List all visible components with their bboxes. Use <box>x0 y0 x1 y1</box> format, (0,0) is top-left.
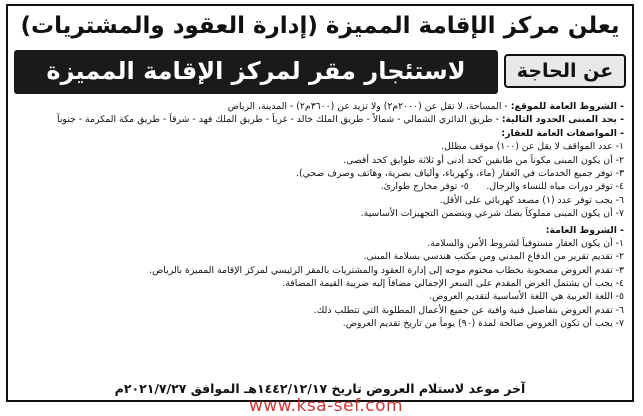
conditions-body <box>16 100 624 331</box>
announcement-card <box>6 4 634 402</box>
spec-item-5: ٥- توفر مخارج طوارئ. <box>380 181 469 193</box>
need-label-box: عن الحاجة <box>504 54 626 88</box>
site-watermark: www.ksa-sef.com <box>248 396 404 416</box>
term-item-6: ٦- تقدم العروض بتفاصيل فنية وافية عن جميع الأعمال المطلوبة التي تتطلب ذلك. <box>313 304 624 316</box>
headline-bar: لاستئجار مقر لمركز الإقامة المميزة <box>14 50 498 94</box>
headline-banner <box>14 50 626 94</box>
spec-item-4: ٤- توفر دورات مياه للنساء والرجال. <box>486 181 624 193</box>
spec-item-6: ٦- يجب توفر عدد (١) مصعد كهربائي على الأقل. <box>439 194 624 206</box>
announcement-title: يعلن مركز الإقامة المميزة (إدارة العقود والمشتريات) <box>20 13 620 39</box>
general-terms-title: - الشروط العامة: <box>545 224 624 236</box>
deadline-text: آخر موعد لاستلام العروض تاريخ ١٤٤٢/١٢/١٧هـ الموافق ٢٠٢١/٧/٢٧م <box>114 381 526 396</box>
term-item-7: ٧- يجب أن تكون العروض صالحة لمدة (٩٠) يوماً من تاريخ تقديم العروض. <box>342 318 624 330</box>
term-item-3: ٣- تقدم العروض مصحوبة بخطاب مختوم موجه إلى إدارة العقود والمشتريات بالمقر الرئيسي لمركز الإقامة المميزة بالرياض. <box>149 264 624 276</box>
term-item-4: ٤- يجب أن يشتمل العرض المقدم على السعر الإجمالي مضافاً إليه ضريبة القيمة المضافة. <box>282 278 624 290</box>
property-specs-title: - المواصفات العامة للعقار: <box>501 127 624 139</box>
spec-item-1: ١- عدد المواقف لا يقل عن (١٠٠) موقف مظلل. <box>441 141 624 153</box>
borders-title: - يحد المبنى الحدود التالية: <box>501 114 624 126</box>
spec-items-4-5 <box>16 180 624 193</box>
spec-item-2: ٢- أن يكون المبنى مكوناً من طابقين كحد أدنى أو ثلاثة طوابق كحد أقصى. <box>343 154 624 166</box>
border-east: - طريق الملك فهد - شرقاً <box>169 114 270 126</box>
spec-item-3: ٣- توفر جميع الخدمات في العقار (ماء، وكهرباء، وألياف بصرية، وهاتف وصرف صحي). <box>296 167 624 179</box>
borders-row <box>16 113 624 126</box>
term-item-2: ٢- تقديم تقرير من الدفاع المدني ومن مكتب هندسي بسلامة المبنى. <box>363 251 624 263</box>
spec-item-7: ٧- أن يكون المبنى مملوكاً بصك شرعي ويتضمن التجهيزات الأساسية. <box>360 208 624 220</box>
site-conditions-title: - الشروط العامة للموقع: <box>510 101 624 112</box>
border-north: - طريق الدائري الشمالي - شمالاً <box>372 114 499 126</box>
site-conditions-row <box>16 100 624 113</box>
site-condition-area: - المساحة، لا تقل عن (٢٠٠٠م٢) ولا تزيد عن (٣٦٠٠م٢) <box>296 101 508 112</box>
border-south: - طريق مكة المكرمة - جنوباً <box>57 114 167 126</box>
term-item-5: ٥- اللغة العربية هي اللغة الأساسية لتقديم العروض. <box>429 291 624 303</box>
border-west: - طريق الملك خالد - غرباً <box>272 114 370 126</box>
term-item-1: ١- أن يكون العقار مستوفياً لشروط الأمن والسلامة. <box>427 237 624 249</box>
site-condition-city: - المدينة، الرياض <box>227 101 294 112</box>
